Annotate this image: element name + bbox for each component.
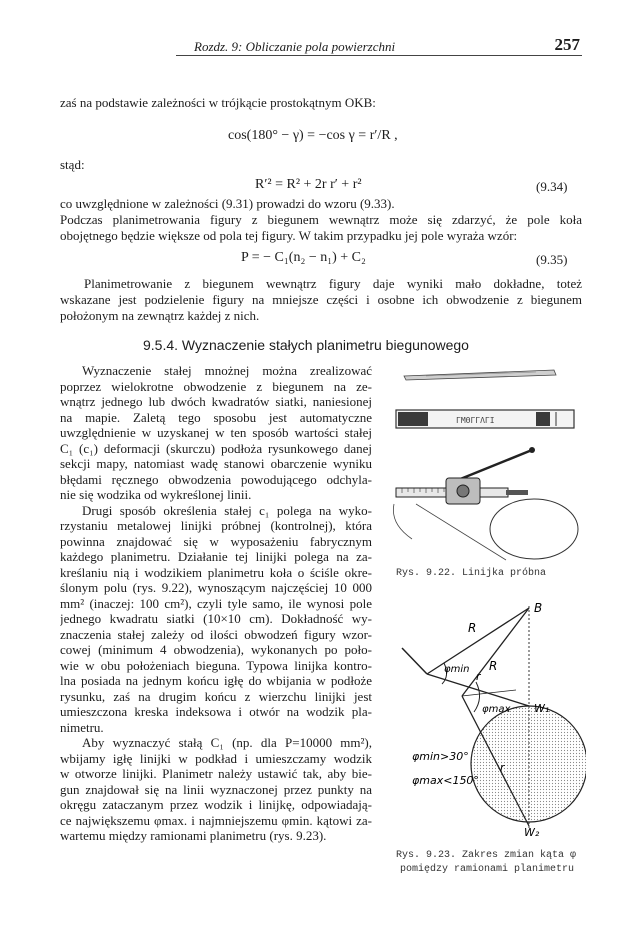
- paragraph-line: wskazane jest podzielenie figury na mniejsze części i osobne ich obwodzenie z biegunem: [60, 292, 582, 307]
- equation-cos: cos(180° − γ) = −cos γ = r′/R ,: [228, 128, 398, 143]
- label-phi-min: φmin: [444, 664, 470, 675]
- body-column: [60, 363, 372, 844]
- label-r2: r: [500, 761, 505, 774]
- figure-caption: Rys. 9.22. Linijka próbna: [396, 568, 547, 579]
- equation-9-34: R′² = R² + 2r r′ + r²: [255, 177, 362, 192]
- page-header: [176, 33, 582, 56]
- paragraph-line: położonym na zewnątrz każdej z nich.: [60, 308, 260, 323]
- figure-caption: pomiędzy ramionami planimetru: [400, 864, 575, 875]
- column-line: gun znajdował się na linii wyznaczonej przez punkty na: [60, 781, 372, 797]
- column-line: wbijamy igłę linijki w podkład i umieszczamy wodzik: [60, 750, 372, 766]
- column-line: znaczenia stałej zależy od ilości obwodzeń figury wzor-: [60, 626, 372, 642]
- label-phi-max: φmax: [482, 704, 511, 715]
- column-line: każdego planimetru. Działanie tej linijki polega na za-: [60, 549, 372, 564]
- label-B: B: [534, 601, 543, 615]
- column-line: cowej (minimum 4 obwodzenia), wykonanych po poło-: [60, 642, 372, 657]
- ruler-label: ΓΜΘΓΓΛΓΙ: [456, 416, 495, 425]
- column-line: lna posiada na jednym końcu igłę do wbijania w podłoże: [60, 673, 372, 688]
- paragraph-line: obojętnego będzie większe od pola tej figury. W takim przypadku jej pole wyraża wzór:: [60, 228, 518, 243]
- column-line: wartemu między ramionami planimetru (rys. 9.23).: [60, 828, 327, 843]
- label-R2: R: [489, 659, 498, 673]
- paragraph-line: Podczas planimetrowania figury z biegunem wewnątrz może się zdarzyć, że pole koła: [60, 212, 582, 227]
- column-line: Wyznaczenie stałej mnożnej można zrealizować: [82, 363, 372, 378]
- column-line: okręgu zataczanym przez wodzik i linijkę, odpowiadają-: [60, 797, 372, 812]
- paragraph-line: Planimetrowanie z biegunem wewnątrz figury daje wyniki mało dokładne, toteż: [84, 276, 582, 291]
- figure-angle-range: [386, 596, 586, 846]
- condition-phi-max: φmax<150°: [412, 774, 479, 787]
- page-number: 257: [554, 35, 580, 54]
- column-line: ce największemu φmax. i najmniejszemu φmin. kątowi za-: [60, 812, 372, 828]
- column-line: wnątrz jednego lub dwóch kwadratów siatki, naniesionej: [60, 394, 372, 409]
- column-line: uwzględnienie w uzyskanej w ten sposób wartości stałej: [60, 425, 372, 440]
- label-r: r: [476, 670, 481, 683]
- column-line: rzystaniu metalowej linijki próbnej (kontrolnej), która: [60, 518, 372, 533]
- equation-9-35: P = − C₁(n₂ − n₁) + C₂: [241, 250, 366, 265]
- figure-caption: Rys. 9.23. Zakres zmian kąta φ: [396, 850, 577, 861]
- column-line: kreślaniu nią i wodzikiem planimetru koła o ściśle okre-: [60, 564, 372, 580]
- column-line: na mapie. Zaletą tego sposobu jest automatyczne: [60, 409, 372, 425]
- column-line: Drugi sposób określenia stałej c₁ polega na wyko-: [82, 502, 372, 518]
- column-line: sekcji mapy, natomiast wadę stanowi obarczenie wyniku: [60, 456, 372, 471]
- column-line: mm² (inaczej: 100 cm²), czyli tyle samo, ile wynosi pole: [60, 595, 372, 611]
- column-line: jednego kwadratu siatki (10×10 cm). Dokładność wy-: [60, 611, 372, 626]
- column-line: nimetru.: [60, 719, 104, 735]
- equation-9-34-number: (9.34): [536, 179, 568, 194]
- column-line: C₁ (c₁) deformacji (skurczu) podłoża rysunkowego danej: [60, 440, 372, 456]
- figure-test-ruler: [386, 364, 586, 574]
- stad-label: stąd:: [60, 157, 85, 172]
- intro-line: zaś na podstawie zależności w trójkącie prostokątnym OKB:: [60, 95, 376, 110]
- label-W2: W₂: [524, 826, 540, 839]
- column-line: umieszczona kreska indeksowa i otwór na wodzik pla-: [60, 704, 372, 719]
- section-heading: 9.5.4. Wyznaczenie stałych planimetru biegunowego: [143, 337, 469, 353]
- column-line: powinna znajdować się w wyposażeniu fabrycznym: [60, 533, 372, 549]
- column-line: wie w obu położeniach bieguna. Typowa linijka kontro-: [60, 657, 372, 673]
- condition-phi-min: φmin>30°: [412, 750, 469, 763]
- column-line: rysunku, zaś na drugim końcu z wierzchu linijki jest: [60, 688, 372, 704]
- column-line: Aby wyznaczyć stałą C₁ (np. dla P=10000 mm²),: [82, 735, 372, 750]
- label-W1: W₁: [534, 702, 550, 715]
- intro-line: co uwzględnione w zależności (9.31) prowadzi do wzoru (9.33).: [60, 196, 395, 211]
- column-line: błędami ręcznego obwodzenia powodującego odchyla-: [60, 471, 372, 487]
- header-title: Rozdz. 9: Obliczanie pola powierzchni: [194, 39, 396, 54]
- column-line: ślonym polu (rys. 9.22), wynoszącym najczęściej 10 000: [60, 580, 372, 595]
- equation-9-35-number: (9.35): [536, 252, 568, 267]
- column-line: w otworze linijki. Planimetr należy ustawić tak, aby bie-: [60, 766, 372, 781]
- column-line: poprzez wielokrotne obwodzenie z biegunem na ze-: [60, 378, 372, 394]
- label-R: R: [468, 621, 477, 635]
- column-line: nie się wodzika od wykreślonej linii.: [60, 487, 252, 502]
